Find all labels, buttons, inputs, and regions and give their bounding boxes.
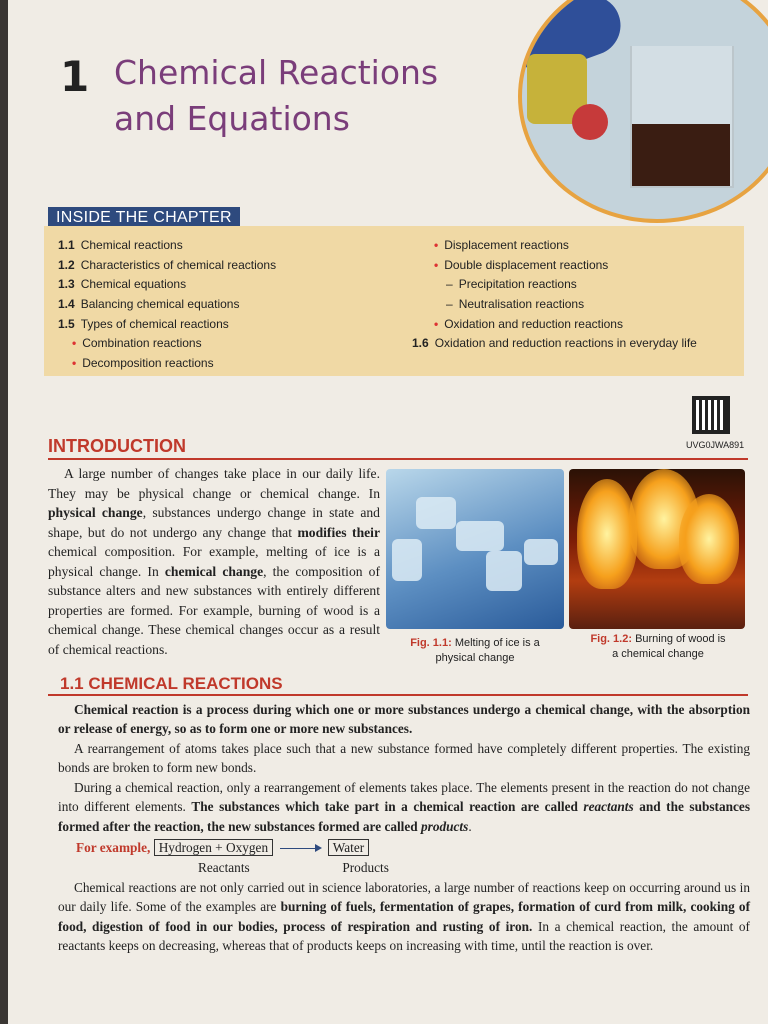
reactants-box: Hydrogen + Oxygen [154, 839, 273, 856]
ice-cube [456, 521, 504, 551]
contents-subitem: – Neutralisation reactions [446, 297, 585, 312]
body-paragraph: During a chemical reaction, only a rearrangement of elements takes place. The elements present in the reaction do not change into different elements. The substances which take part in a chemical reaction are called reactants and the substances formed after the reaction, the new substances formed are called products. [58, 780, 751, 834]
chapter-title-line1: Chemical Reactions [114, 53, 439, 92]
contents-item: 1.5 Types of chemical reactions [58, 316, 229, 331]
melting-ice-image [386, 469, 564, 629]
contents-subitem: • Combination reactions [72, 336, 202, 351]
contents-item: 1.2 Characteristics of chemical reactions [58, 257, 277, 272]
reactants-label: Reactants [198, 860, 250, 875]
lab-photo [518, 0, 768, 223]
ice-cube [524, 539, 558, 565]
contents-item: 1.6 Oxidation and reduction reactions in everyday life [412, 336, 697, 351]
beaker-liquid [632, 124, 730, 186]
textbook-page [8, 0, 768, 1024]
inside-chapter-label: INSIDE THE CHAPTER [48, 207, 240, 229]
equation-labels [198, 858, 498, 877]
section-heading: 1.1 CHEMICAL REACTIONS [60, 674, 283, 693]
contents-subitem: • Displacement reactions [434, 238, 569, 252]
ice-cube [416, 497, 456, 529]
products-label: Products [342, 860, 389, 875]
heading-rule [48, 694, 748, 696]
chapter-contents-box [44, 226, 744, 376]
contents-subitem: • Decomposition reactions [72, 356, 214, 371]
body-paragraph: A rearrangement of atoms takes place such that a new substance formed have completely different properties. The existing bonds are broken to form new bonds. [58, 741, 750, 776]
body-paragraph: Chemical reactions are not only carried out in science laboratories, a large number of reactions keep on occurring around us in our daily life. Some of the examples are burning of fuels, fermentation of grapes, formation of curd from milk, cooking of food, digestion of food in our bodies, process of respiration and rusting of iron. In a chemical reaction, the amount of reactants keeps on decreasing, whereas that of products keeps on increasing with time, until the reaction is over. [58, 880, 750, 954]
contents-item: 1.3 Chemical equations [58, 277, 187, 292]
ice-cube [392, 539, 422, 581]
introduction-paragraph: A large number of changes take place in our daily life. They may be physical change or chemical change. In physical change, substances undergo change in state and shape, but do not undergo any change that modifies their chemical composition. For example, melting of ice is a physical change. In chemical change, the composition of substance alters and new substances with entirely different properties are formed. For example, burning of wood is a chemical change. These chemical changes occur as a result of chemical reactions. [48, 466, 380, 657]
introduction-heading: INTRODUCTION [48, 436, 186, 456]
qr-code-id: UVG0JWA891 [686, 440, 745, 450]
chapter-number: 1 [60, 52, 90, 101]
contents-right-column [412, 236, 697, 354]
chapter-title [114, 50, 438, 142]
red-bulb [572, 104, 608, 140]
product-box: Water [328, 839, 369, 856]
figure-caption: Fig. 1.1: Melting of ice is a physical change [410, 637, 540, 664]
example-equation: For example, Hydrogen + Oxygen Water [76, 838, 768, 857]
qr-code-icon[interactable] [692, 396, 730, 434]
chapter-title-line2: and Equations [114, 99, 350, 138]
contents-item: 1.4 Balancing chemical equations [58, 297, 240, 312]
contents-item: 1.1 Chemical reactions [58, 238, 183, 252]
figure-caption: Fig. 1.2: Burning of wood is a chemical change [590, 633, 726, 660]
arrow-icon [280, 848, 320, 849]
contents-subitem: • Oxidation and reduction reactions [434, 316, 623, 331]
ice-cube [486, 551, 522, 591]
heading-rule [48, 458, 748, 460]
contents-left-column [58, 236, 276, 374]
contents-subitem: • Double displacement reactions [434, 257, 609, 272]
flame [577, 479, 637, 589]
definition-paragraph: Chemical reaction is a process during which one or more substances undergo a chemical change, with the absorption or release of energy, so as to form one or more new substances. [58, 702, 750, 737]
contents-subitem: – Precipitation reactions [446, 277, 577, 292]
burning-wood-image [569, 469, 745, 629]
flame [679, 494, 739, 584]
